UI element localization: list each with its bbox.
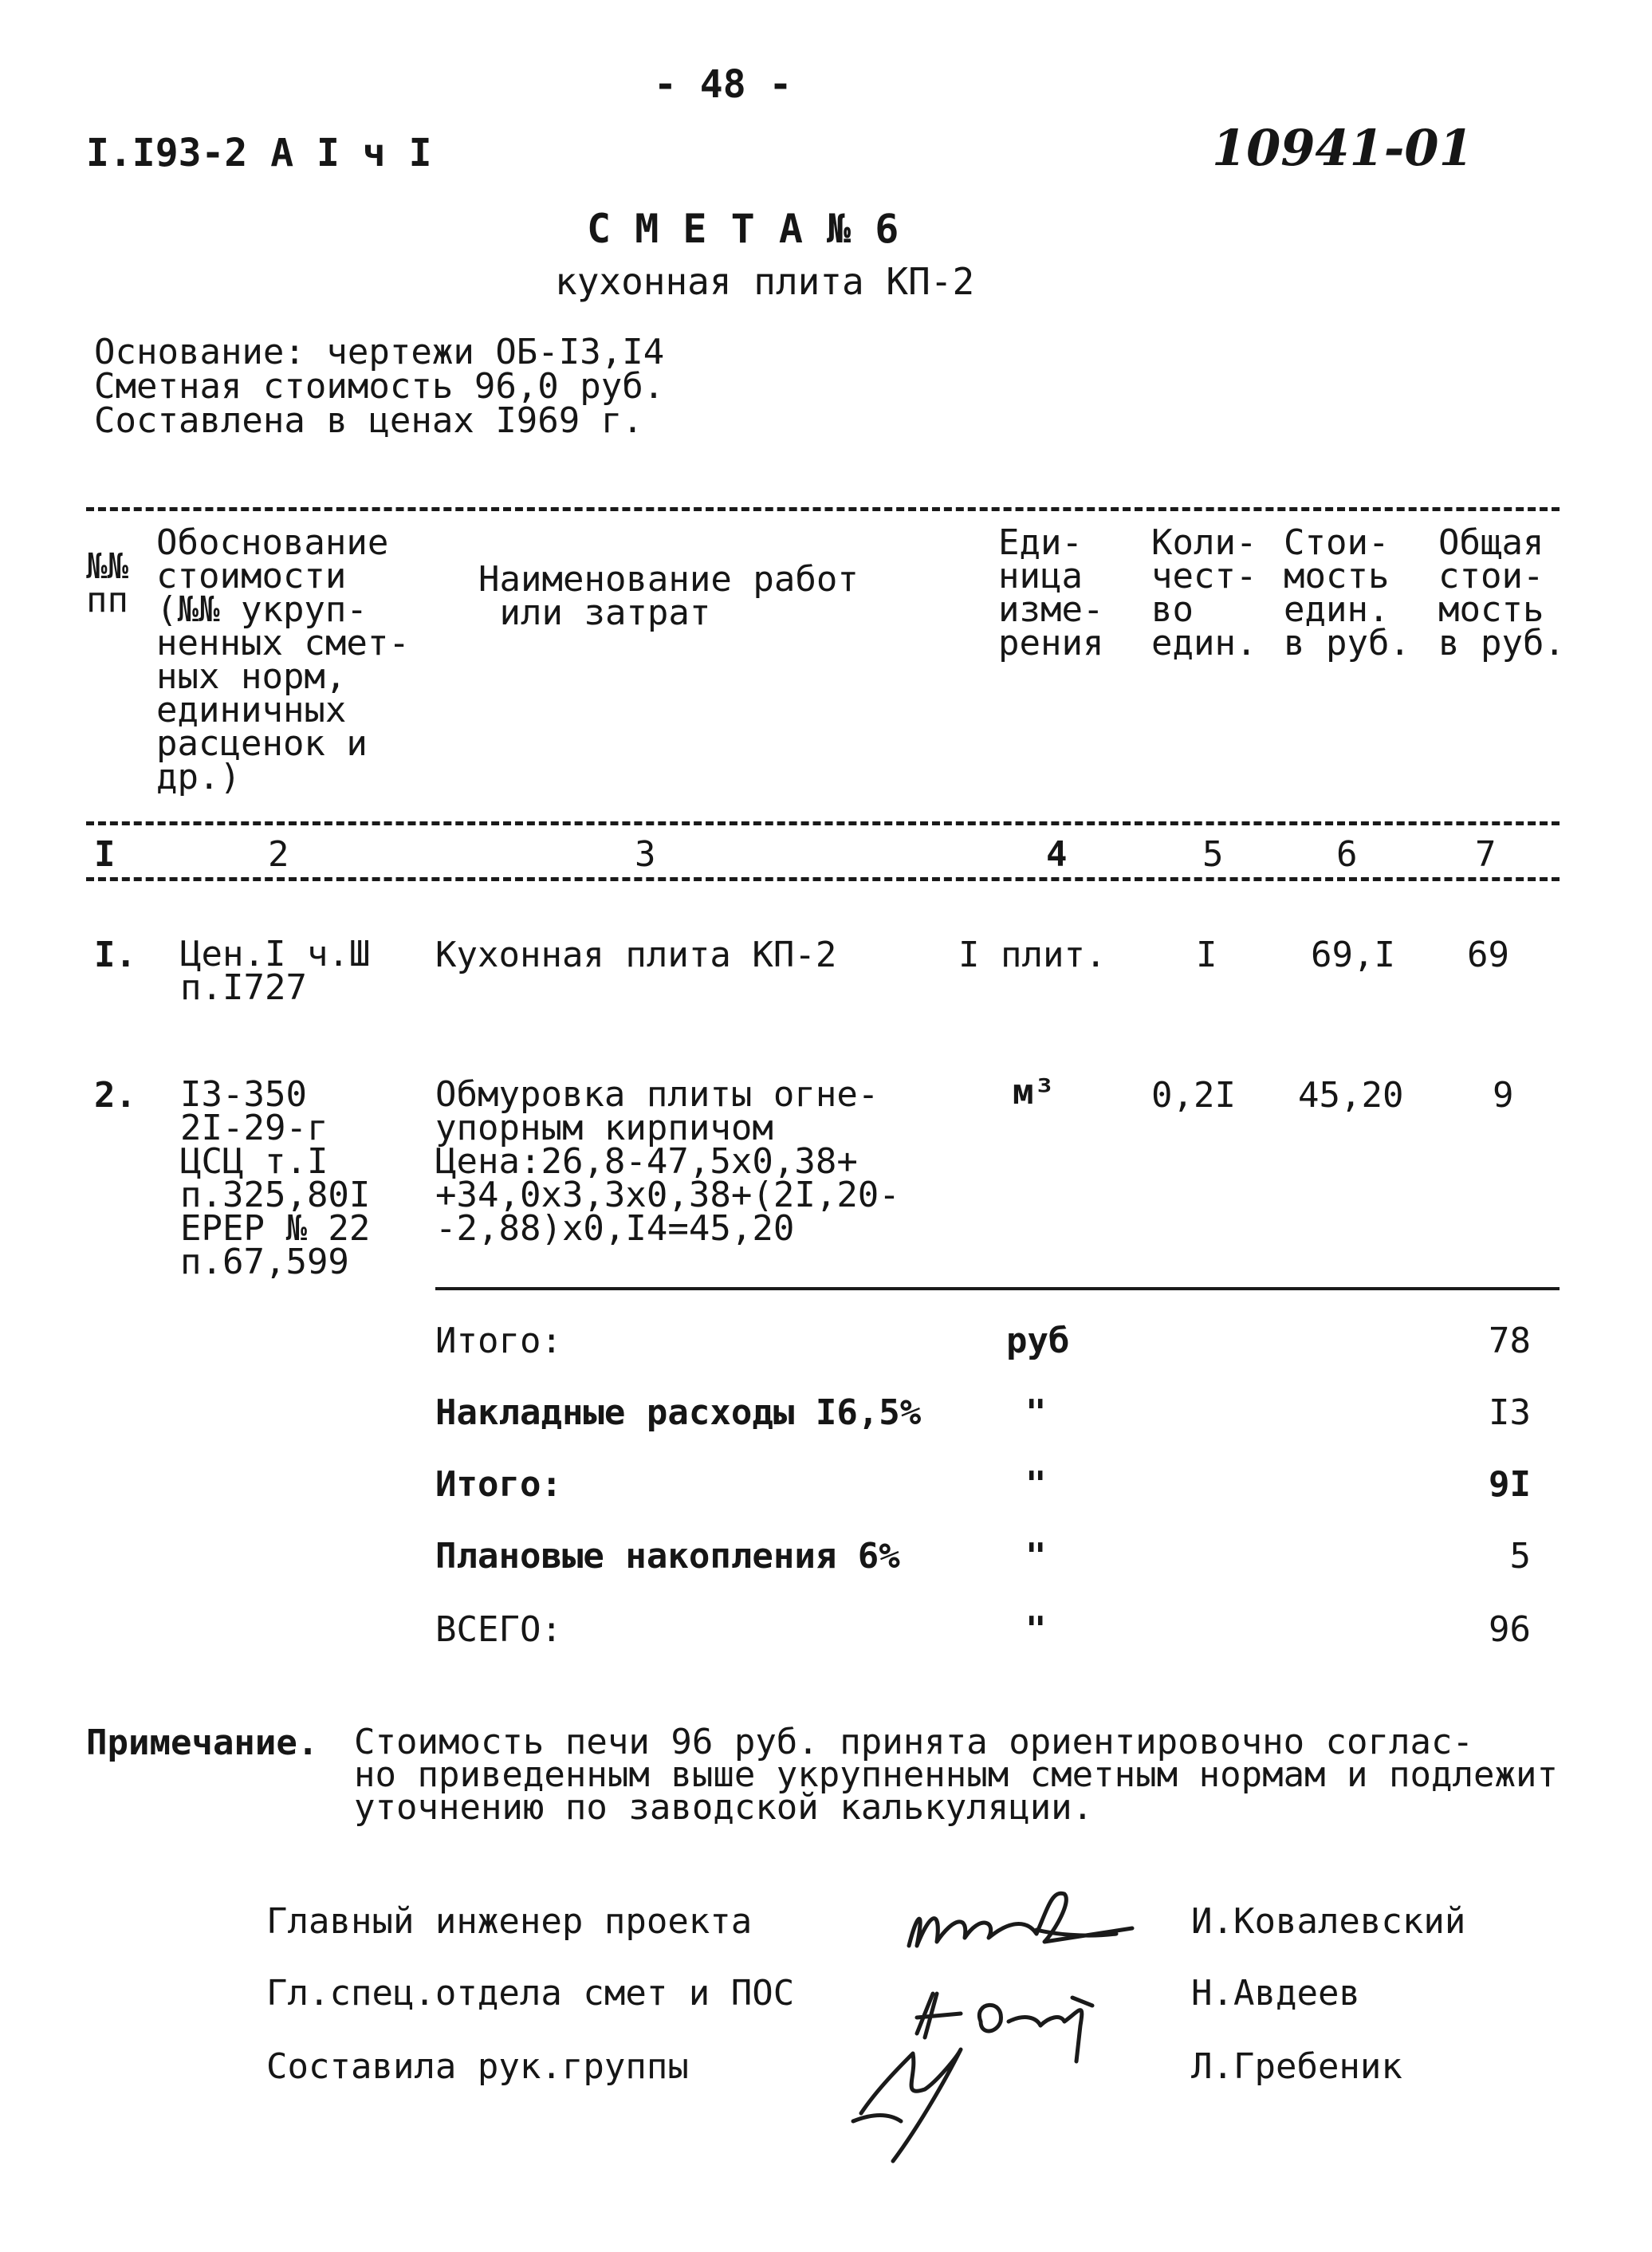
row2-basis: I3-350 2I-29-г ЦСЦ т.I п.325,80I ЕРЕР № 22 п.67,599 xyxy=(180,1074,371,1282)
summary-planned-savings-label: Плановые накопления 6% xyxy=(435,1536,900,1577)
summary-overhead-value: I3 xyxy=(1489,1392,1531,1433)
row1-qty: I xyxy=(1196,935,1217,975)
estimate-subtitle: кухонная плита КП-2 xyxy=(555,260,975,303)
basis-drawings: Основание: чертежи ОБ-I3,I4 xyxy=(94,332,665,372)
summary-overhead-label: Накладные расходы I6,5% xyxy=(435,1392,922,1433)
row1-basis: Цен.I ч.Ш п.I727 xyxy=(180,934,371,1008)
summary-overhead-unit: " xyxy=(1025,1392,1047,1433)
document-code: I.I93-2 А I ч I xyxy=(86,131,432,175)
summary-subtotal-unit: руб xyxy=(1006,1321,1070,1361)
header-basis: Обоснование стоимости (№№ укруп- ненных смет- ных норм, единичных расценок и др.) xyxy=(156,522,410,797)
row1-name: Кухонная плита КП-2 xyxy=(435,935,837,975)
handwritten-number: 10941-01 xyxy=(1212,119,1473,177)
header-bottom-rule xyxy=(86,821,1560,825)
signature-role-group-leader: Составила рук.группы xyxy=(266,2046,689,2087)
row1-total: 69 xyxy=(1467,935,1509,975)
summary-total-unit: " xyxy=(1025,1609,1047,1650)
summary-subtotal2-unit: " xyxy=(1025,1464,1047,1505)
colnum-1: I xyxy=(94,834,116,875)
summary-subtotal-value: 78 xyxy=(1489,1321,1531,1361)
colnum-bottom-rule xyxy=(86,877,1560,881)
signature-name-chief-engineer: И.Ковалевский xyxy=(1191,1901,1466,1942)
basis-prices-year: Составлена в ценах I969 г. xyxy=(94,400,643,441)
row2-num: 2. xyxy=(94,1075,136,1116)
row1-num: I. xyxy=(94,935,136,975)
estimate-title: С М Е Т А № 6 xyxy=(587,206,899,252)
table-top-rule xyxy=(86,507,1560,511)
header-total: Общая стои- мость в руб. xyxy=(1438,522,1565,663)
row2-total: 9 xyxy=(1493,1075,1514,1116)
row1-price: 69,I xyxy=(1311,935,1395,975)
summary-subtotal2-value: 9I xyxy=(1489,1464,1531,1505)
colnum-6: 6 xyxy=(1336,834,1358,875)
header-name: Наименование работ или затрат xyxy=(478,559,859,633)
signature-role-chief-specialist: Гл.спец.отдела смет и ПОС xyxy=(266,1973,795,2014)
colnum-3: 3 xyxy=(635,834,656,875)
signature-name-group-leader: Л.Гребеник xyxy=(1191,2046,1402,2087)
summary-subtotal2-label: Итого: xyxy=(435,1464,562,1505)
row1-unit: I плит. xyxy=(958,935,1107,975)
signature-role-chief-engineer: Главный инженер проекта xyxy=(266,1901,753,1942)
header-qty: Коли- чест- во един. xyxy=(1151,522,1257,663)
colnum-2: 2 xyxy=(268,834,289,875)
header-unit: Еди- ница изме- рения xyxy=(998,522,1104,663)
header-price: Стои- мость един. в руб. xyxy=(1284,522,1410,663)
signature-name-chief-specialist: Н.Авдеев xyxy=(1191,1973,1360,2014)
handwritten-signatures xyxy=(797,1858,1196,2177)
row2-price: 45,20 xyxy=(1298,1075,1404,1116)
summary-rule xyxy=(435,1287,1560,1290)
summary-planned-savings-value: 5 xyxy=(1509,1536,1531,1577)
colnum-5: 5 xyxy=(1202,834,1224,875)
summary-total-label: ВСЕГО: xyxy=(435,1609,562,1650)
summary-subtotal-label: Итого: xyxy=(435,1321,562,1361)
row2-qty: 0,2I xyxy=(1151,1075,1236,1116)
basis-cost: Сметная стоимость 96,0 руб. xyxy=(94,366,665,407)
note-text: Стоимость печи 96 руб. принята ориентировочно соглас- но приведенным выше укрупненным сметным нормам и подлежит уточнению по заводской калькуляции. xyxy=(354,1722,1558,1828)
row2-unit: м³ xyxy=(1013,1072,1055,1112)
header-num: №№ пп xyxy=(86,546,128,620)
note-label: Примечание. xyxy=(86,1722,319,1763)
colnum-4: 4 xyxy=(1046,834,1068,875)
summary-planned-savings-unit: " xyxy=(1025,1536,1047,1577)
row2-name: Обмуровка плиты огне- упорным кирпичом Цена:26,8-47,5х0,38+ +34,0х3,3х0,38+(2I,20- -2,88)х0,I4=45,20 xyxy=(435,1074,900,1249)
summary-total-value: 96 xyxy=(1489,1609,1531,1650)
colnum-7: 7 xyxy=(1475,834,1497,875)
page-number: - 48 - xyxy=(654,62,793,107)
